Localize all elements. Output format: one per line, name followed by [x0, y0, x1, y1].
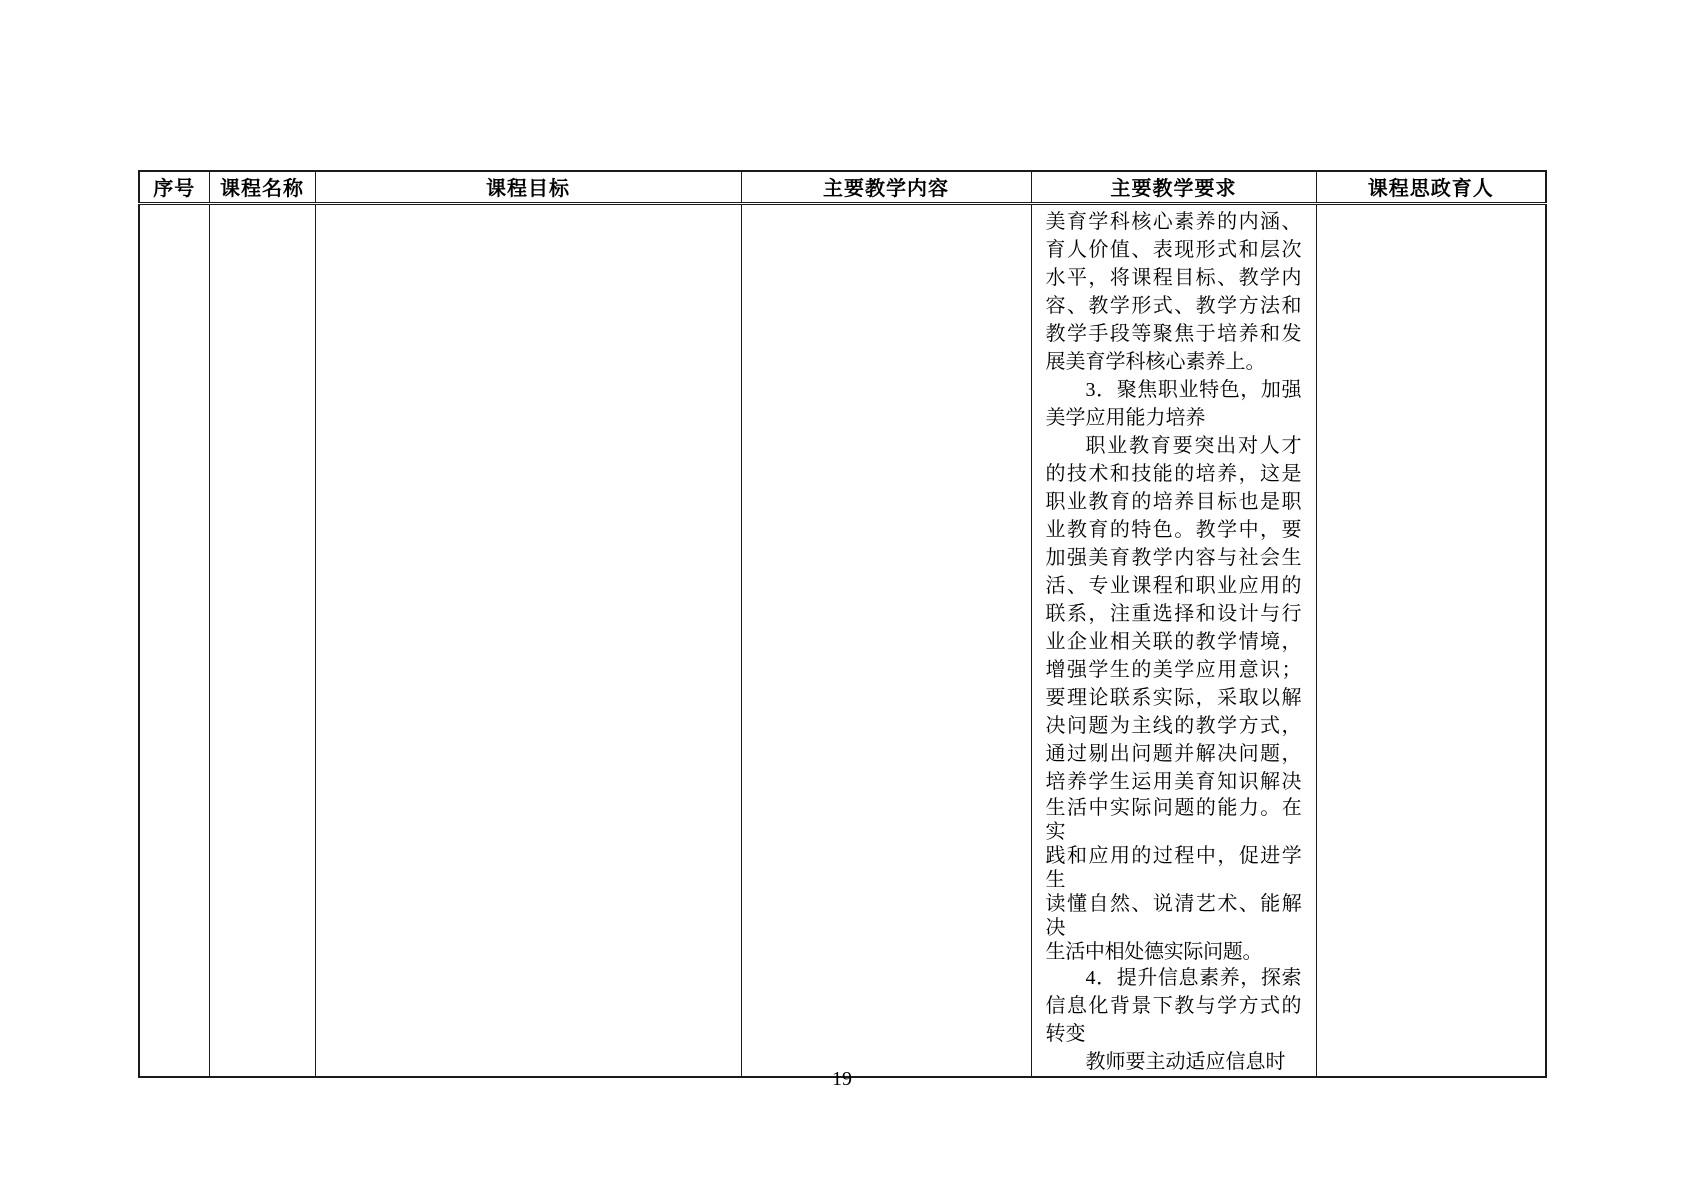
header-course-ideology-education: 课程思政育人 [1316, 171, 1546, 203]
cell-course-objectives [315, 203, 741, 1077]
requirements-text-line: 践和应用的过程中，促进学生 [1045, 844, 1302, 891]
requirements-text-line: 业企业相关联的教学情境， [1045, 630, 1302, 653]
requirements-text-line: 职业教育的培养目标也是职 [1045, 490, 1302, 513]
requirements-text-line: 联系，注重选择和设计与行 [1045, 602, 1302, 625]
header-serial-number: 序号 [139, 171, 209, 203]
requirements-text-line: 教师要主动适应信息时 [1085, 1050, 1286, 1073]
requirements-text-line: 业教育的特色。教学中，要 [1045, 518, 1302, 541]
requirements-text-line: 增强学生的美学应用意识； [1045, 658, 1302, 681]
requirements-text-line: 决问题为主线的教学方式， [1045, 714, 1302, 737]
cell-course-name [209, 203, 315, 1077]
requirements-text-line: 加强美育教学内容与社会生 [1045, 546, 1302, 569]
requirements-text-line: 信息化背景下教与学方式的 [1045, 994, 1302, 1017]
cell-main-teaching-requirements [1031, 203, 1316, 1077]
table-body-row [139, 203, 1546, 1077]
requirements-text-line: 活、专业课程和职业应用的 [1045, 574, 1302, 597]
table-header-row [139, 171, 1546, 203]
requirements-text-line: 美育学科核心素养的内涵、 [1045, 210, 1302, 233]
requirements-text-line: 容、教学形式、教学方法和 [1045, 294, 1302, 317]
requirements-text-line: 职业教育要突出对人才 [1085, 434, 1302, 457]
header-main-teaching-content: 主要教学内容 [741, 171, 1031, 203]
requirements-text-line: 水平，将课程目标、教学内 [1045, 266, 1302, 289]
requirements-text-line: 4．提升信息素养，探索 [1085, 966, 1302, 989]
header-course-objectives: 课程目标 [315, 171, 741, 203]
cell-course-ideology-education [1316, 203, 1546, 1077]
requirements-text-line: 培养学生运用美育知识解决 [1045, 770, 1302, 793]
header-course-name: 课程名称 [209, 171, 315, 203]
requirements-text-line: 育人价值、表现形式和层次 [1045, 238, 1302, 261]
header-main-teaching-requirements: 主要教学要求 [1031, 171, 1316, 203]
requirements-text-line: 生活中实际问题的能力。在实 [1045, 796, 1302, 843]
cell-main-teaching-content [741, 203, 1031, 1077]
requirements-text-block [1032, 205, 1316, 1076]
requirements-text-line: 3．聚焦职业特色，加强 [1085, 378, 1302, 401]
requirements-text-line: 要理论联系实际，采取以解 [1045, 686, 1302, 709]
cell-serial-number [139, 203, 209, 1077]
requirements-text-line: 转变 [1045, 1022, 1086, 1045]
page-number: 19 [832, 1068, 852, 1090]
requirements-text-line: 美学应用能力培养 [1045, 406, 1206, 429]
requirements-text-line: 读懂自然、说清艺术、能解决 [1045, 892, 1302, 939]
requirements-text-line: 的技术和技能的培养，这是 [1045, 462, 1302, 485]
requirements-text-line: 通过剔出问题并解决问题， [1045, 742, 1302, 765]
requirements-text-line: 教学手段等聚焦于培养和发 [1045, 322, 1302, 345]
requirements-text-line: 生活中相处德实际问题。 [1045, 940, 1263, 963]
course-table [138, 170, 1547, 1078]
requirements-text-line: 展美育学科核心素养上。 [1045, 350, 1266, 373]
